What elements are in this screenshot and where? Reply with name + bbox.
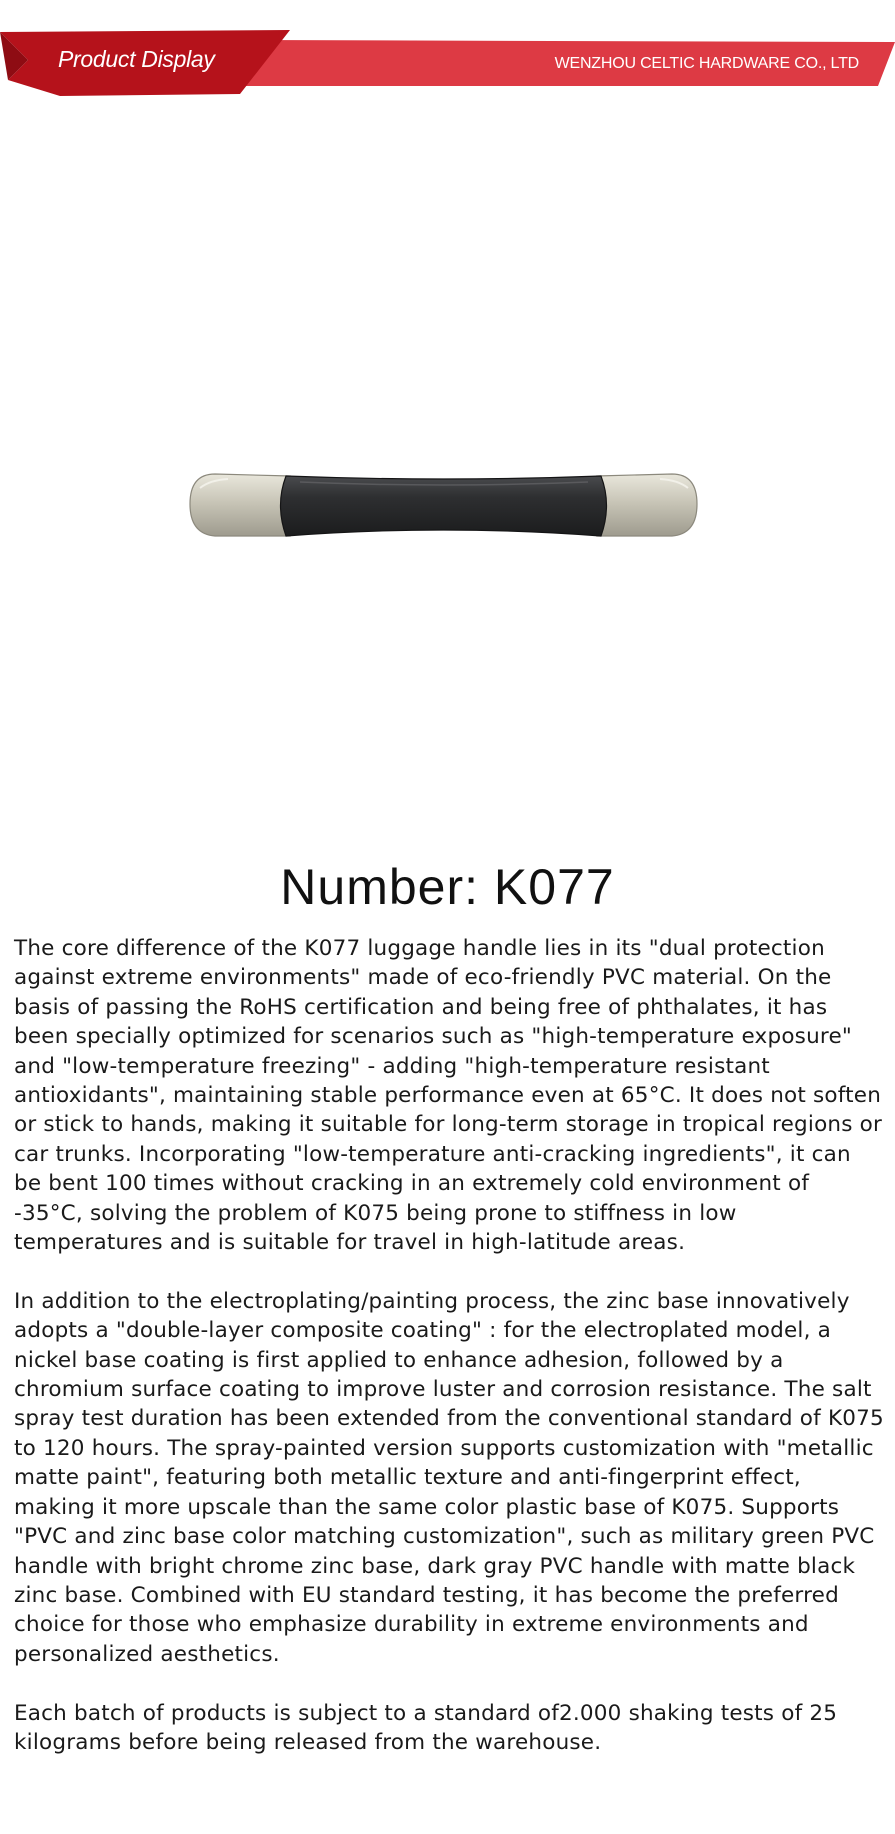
description-paragraph-3: Each batch of products is subject to a standard of2.000 shaking tests of 25 kilograms before being released from the warehouse. [14,1700,838,1755]
description-paragraph-1: The core difference of the K077 luggage handle lies in its "dual protection against extreme environments" made of eco-friendly PVC material. On the basis of passing the RoHS certification and being free of phthalates, it has been specially optimized for scenarios such as "high-temperature exposure" and "low-temperature freezing" - adding "high-temperature resistant antioxidants", maintaining stable performance even at 65°C. It does not soften or stick to hands, making it suitable for long-term storage in tropical regions or car trunks. Incorporating "low-temperature anti-cracking ingredients", it can be bent 100 times without cracking in an extremely cold environment of -35°C, solving the problem of K075 being prone to stiffness in low temperatures and is suitable for travel in high-latitude areas. [14,936,883,1256]
product-image-area [0,110,895,850]
luggage-handle-icon [0,110,895,850]
left-end-cap [190,474,290,536]
product-description [14,934,884,1787]
description-paragraph-2: In addition to the electroplating/painting process, the zinc base innovatively adopts a "double-layer composite coating" : for the electroplated model, a nickel base coating is first applied to enhance adhesion, followed by a chromium surface coating to improve luster and corrosion resistance. The salt spray test duration has been extended from the conventional standard of K075 to 120 hours. The spray-painted version supports customization with "metallic matte paint", featuring both metallic texture and anti-fingerprint effect, making it more upscale than the same color plastic base of K075. Supports "PVC and zinc base color matching customization", such as military green PVC handle with bright chrome zinc base, dark gray PVC handle with matte black zinc base. Combined with EU standard testing, it has become the preferred choice for those who emphasize durability in extreme environments and personalized aesthetics. [14,1288,884,1667]
product-number-title: Number: K077 [280,859,615,915]
company-name: WENZHOU CELTIC HARDWARE CO., LTD [554,55,859,72]
banner-title: Product Display [58,46,215,72]
product-display-banner [0,0,895,110]
